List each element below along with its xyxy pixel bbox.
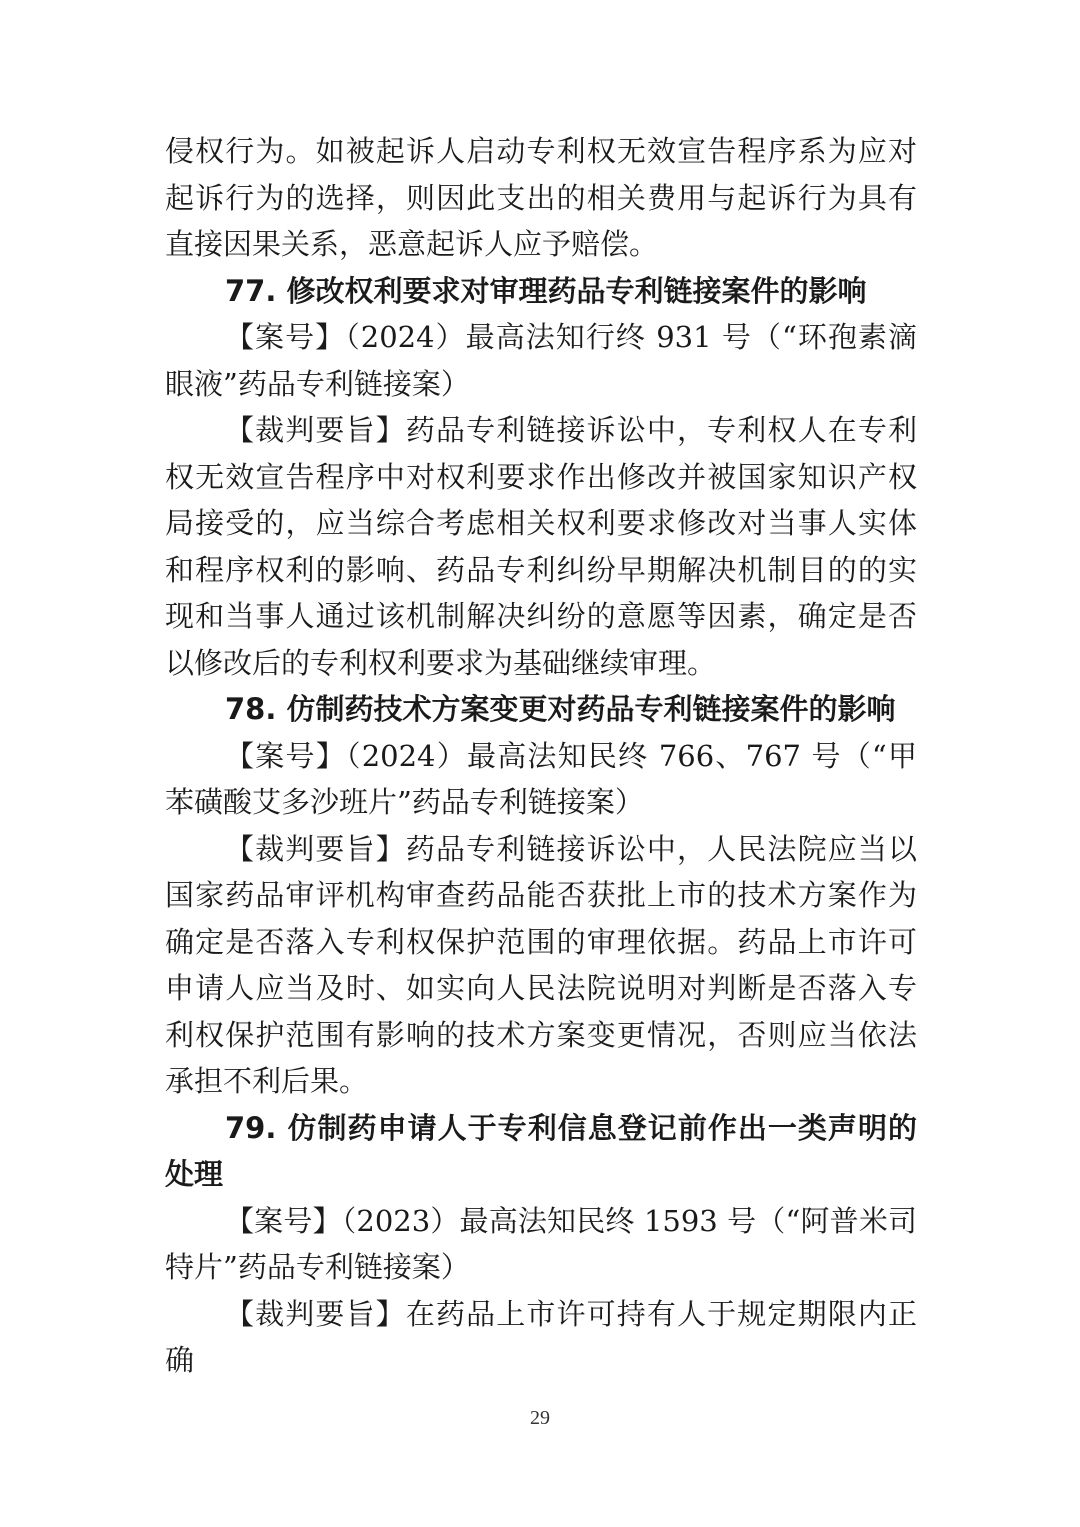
gist-label: 【裁判要旨】 [225, 413, 406, 447]
case-number-paragraph-78 [165, 733, 917, 826]
continuation-paragraph: 侵权行为。如被起诉人启动专利权无效宣告程序系为应对起诉行为的选择，则因此支出的相关费用与起诉行为具有直接因果关系，恶意起诉人应予赔偿。 [165, 134, 917, 261]
gist-label: 【裁判要旨】 [225, 831, 406, 866]
gist-label: 【裁判要旨】 [225, 1296, 406, 1331]
page-number: 29 [530, 1407, 550, 1429]
case-number-text: （2023）最高法知民终 1593 号（“阿普米司特片”药品专利链接案） [165, 1203, 917, 1284]
section-heading-77: 77. 修改权利要求对审理药品专利链接案件的影响 [225, 273, 867, 308]
case-label: 【案号】 [225, 1203, 342, 1238]
gist-text: 药品专利链接诉讼中，专利权人在专利权无效宣告程序中对权利要求作出修改并被国家知识产权局接受的，应当综合考虑相关权利要求修改对当事人实体和程序权利的影响、药品专利纠纷早期解决机制目的的实现和当事人通过该机制解决纠纷的意愿等因素，确定是否以修改后的专利权利要求为基础继续审理。 [165, 413, 917, 680]
ruling-gist-paragraph-78 [165, 826, 917, 1105]
case-number-paragraph-77 [165, 314, 917, 407]
case-number-text: （2024）最高法知民终 766、767 号（“甲苯磺酸艾多沙班片”药品专利链接案） [165, 738, 917, 819]
gist-text: 药品专利链接诉讼中，人民法院应当以国家药品审评机构审查药品能否获批上市的技术方案作为确定是否落入专利权保护范围的审理依据。药品上市许可申请人应当及时、如实向人民法院说明对判断是否落入专利权保护范围有影响的技术方案变更情况，否则应当依法承担不利后果。 [165, 831, 917, 1098]
case-number-text: （2024）最高法知行终 931 号（“环孢素滴眼液”药品专利链接案） [165, 320, 917, 401]
case-label: 【案号】 [225, 320, 346, 354]
page-body [165, 128, 917, 1384]
ruling-gist-paragraph-79 [165, 1291, 917, 1384]
section-heading-78: 78. 仿制药技术方案变更对药品专利链接案件的影响 [225, 692, 896, 726]
gist-text: 在药品上市许可持有人于规定期限内正确 [165, 1296, 917, 1377]
case-label: 【案号】 [225, 738, 346, 773]
ruling-gist-paragraph-77 [165, 407, 917, 686]
case-number-paragraph-79 [165, 1198, 917, 1291]
section-heading-79: 79. 仿制药申请人于专利信息登记前作出一类声明的处理 [165, 1110, 917, 1191]
